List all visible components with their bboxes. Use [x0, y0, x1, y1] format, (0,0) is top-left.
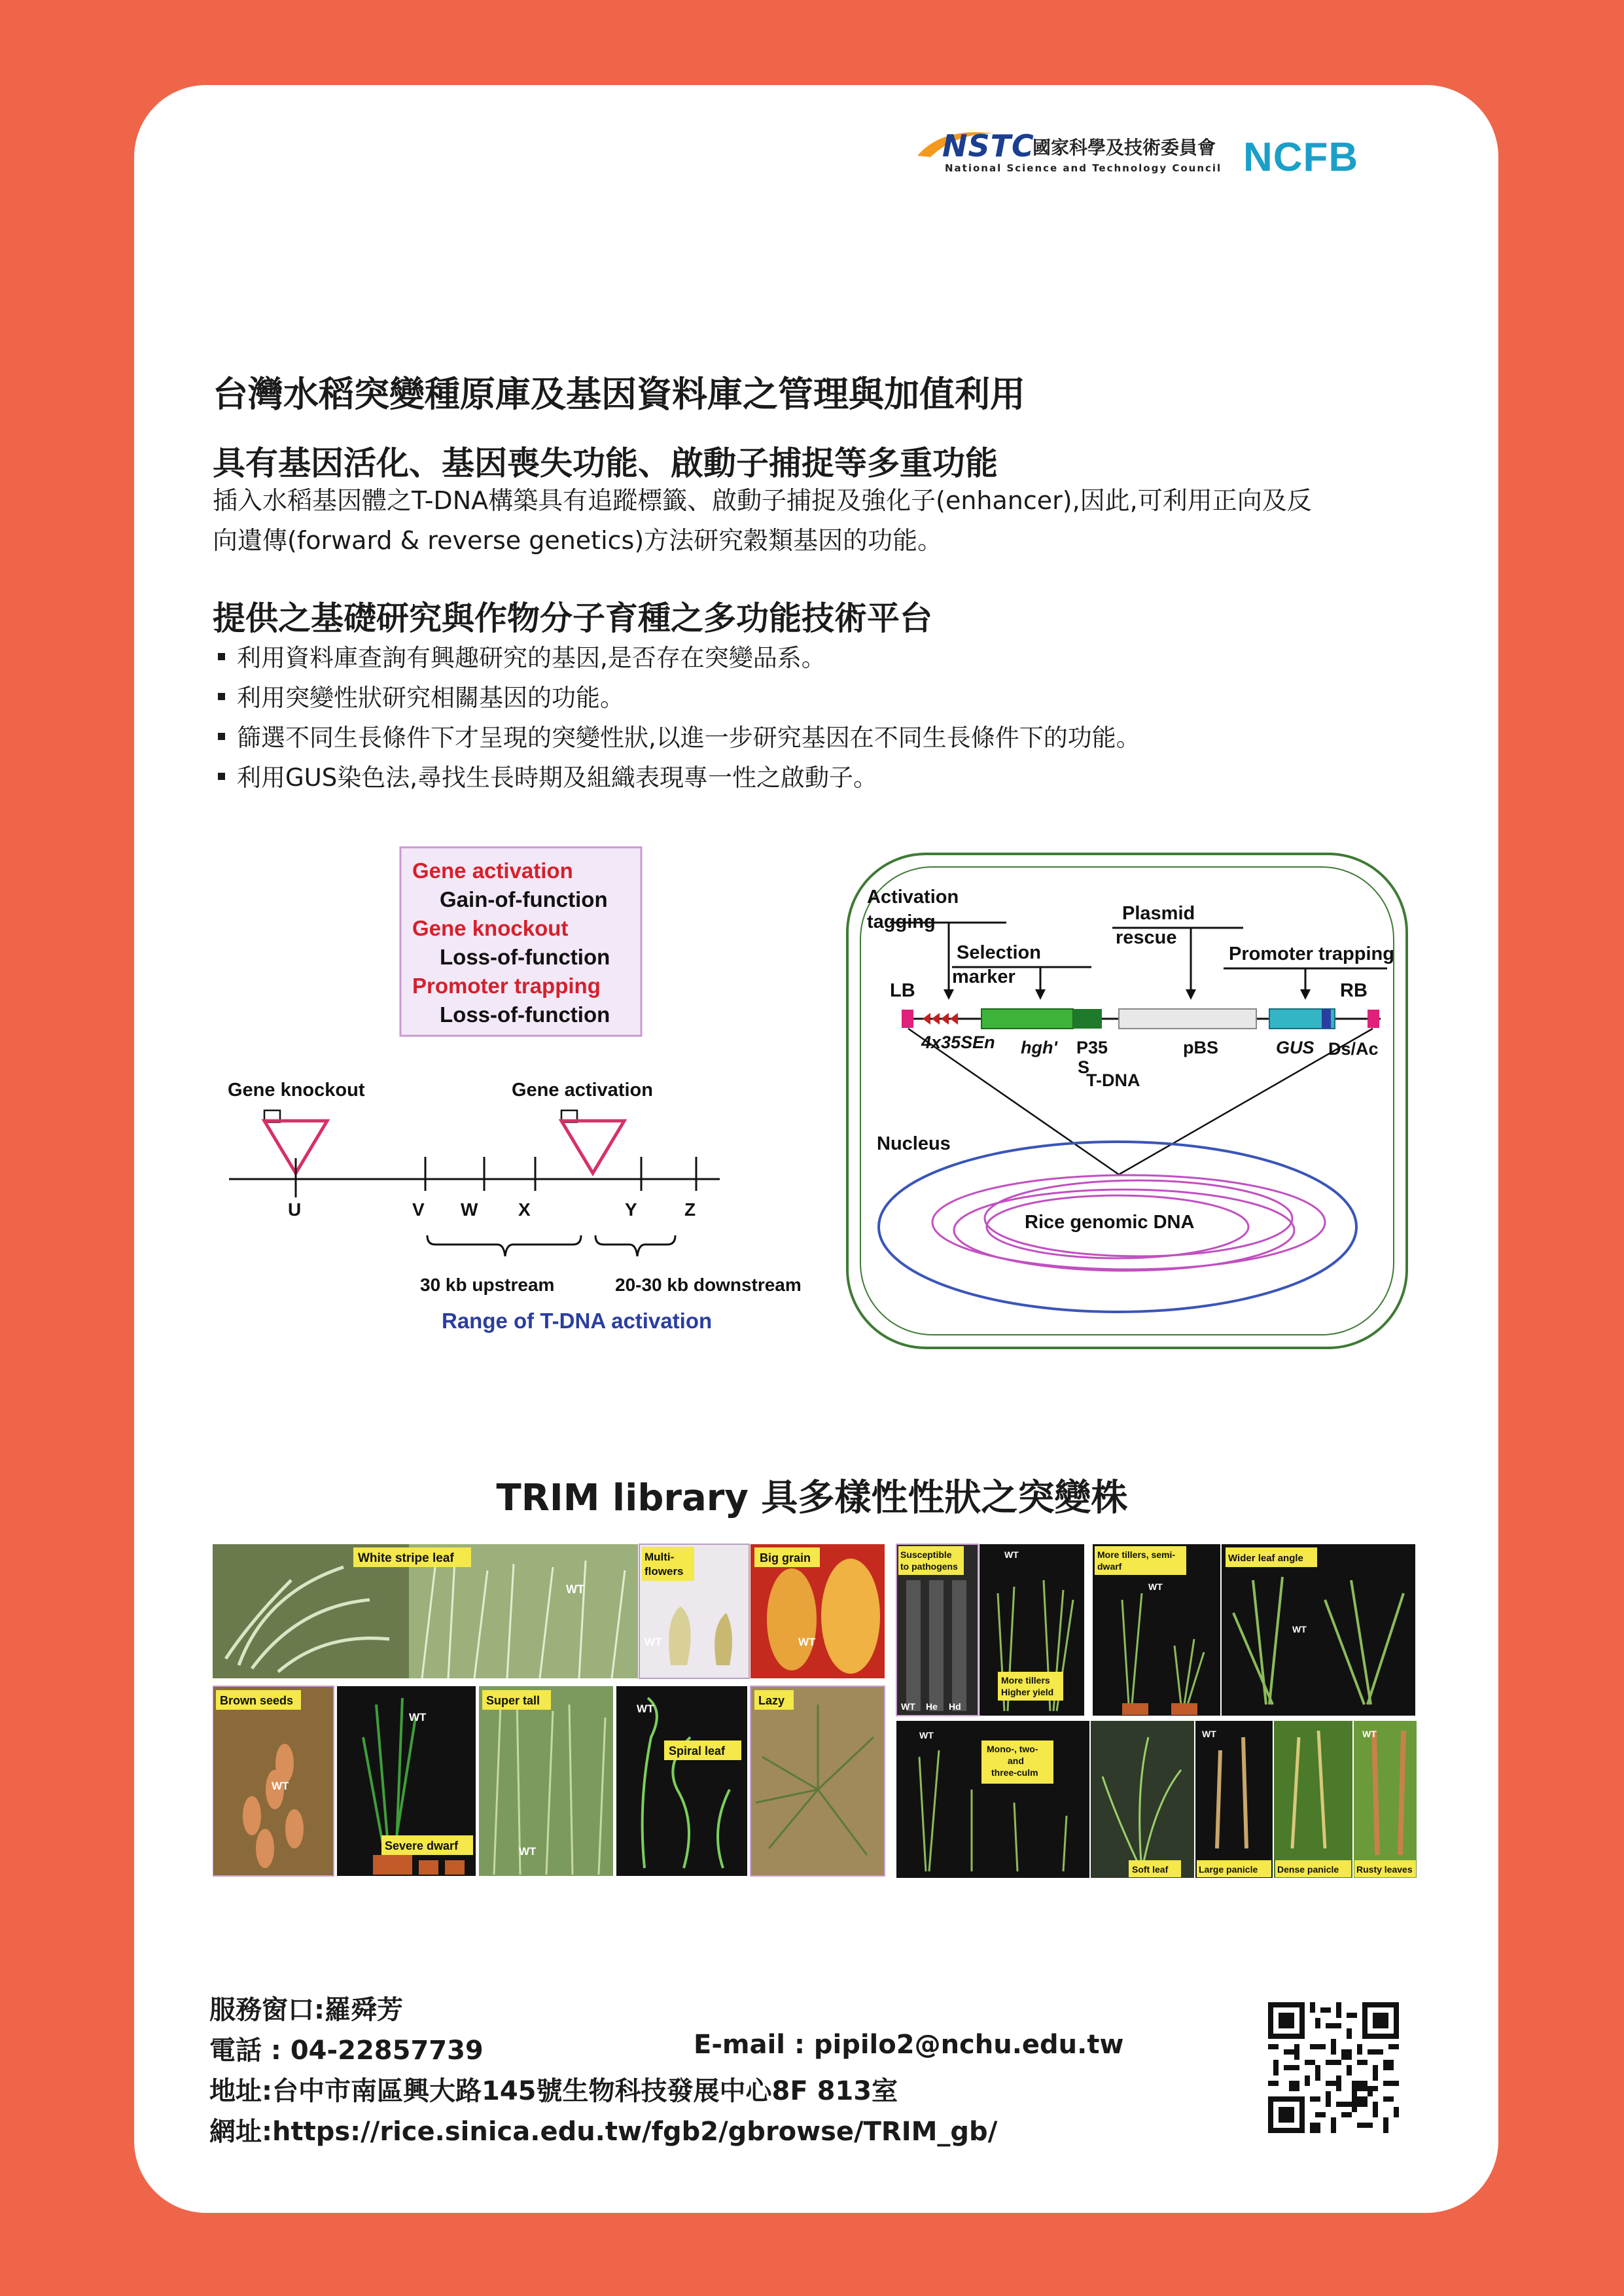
- caption-mono-two: Mono-, two-: [987, 1744, 1038, 1754]
- caption-wt: WT: [637, 1703, 654, 1715]
- contact-service: 服務窗口:羅舜芳: [209, 1995, 403, 2025]
- label-gene-activation: Gene activation: [512, 1080, 653, 1101]
- label-nucleus: Nucleus: [877, 1133, 951, 1154]
- caption-three-culm: three-culm: [991, 1767, 1038, 1778]
- photo-rusty-leaves: [1354, 1721, 1417, 1878]
- lb-border: [902, 1010, 913, 1028]
- legend-loss-of-function-1: Loss-of-function: [440, 945, 610, 969]
- bullet-square-icon: [218, 653, 225, 660]
- caption-super-tall: Super tall: [486, 1694, 540, 1707]
- hgh-gene-block: [981, 1009, 1073, 1029]
- marker-x: X: [518, 1199, 531, 1220]
- label-downstream: 20-30 kb downstream: [615, 1275, 802, 1295]
- caption-dense-panicle: Dense panicle: [1277, 1864, 1339, 1875]
- caption-lazy: Lazy: [758, 1694, 785, 1707]
- caption-big-grain: Big grain: [760, 1551, 811, 1564]
- ncfb-logo: NCFB: [1243, 135, 1359, 180]
- caption-wt: WT: [1362, 1729, 1377, 1739]
- label-tdna: T-DNA: [1086, 1070, 1140, 1090]
- upstream-brace: [427, 1235, 581, 1256]
- caption-wt: WT: [919, 1730, 934, 1740]
- label-pbs: pBS: [1183, 1038, 1218, 1057]
- section1-line2: 向遺傳(forward & reverse genetics)方法研究穀類基因的功能。: [213, 526, 943, 555]
- section2-heading: 提供之基礎研究與作物分子育種之多功能技術平台: [213, 599, 932, 637]
- caption-wt: WT: [798, 1636, 816, 1648]
- caption-dwarf: dwarf: [1097, 1561, 1122, 1572]
- activation-triangle-icon: [561, 1121, 624, 1173]
- marker-w: W: [461, 1199, 478, 1220]
- section2-bullet-list: [218, 638, 1140, 798]
- contact-website-link[interactable]: 網址:https://rice.sinica.edu.tw/fgb2/gbrowse/TRIM_gb/: [209, 2117, 998, 2147]
- list-item: 利用資料庫查詢有興趣研究的基因,是否存在突變品系。: [218, 638, 1140, 678]
- photo-spiral-leaf: [616, 1686, 747, 1876]
- label-lb: LB: [890, 980, 915, 1001]
- marker-ticks: [296, 1157, 696, 1197]
- arrow-plasmid-icon: [1186, 989, 1196, 1000]
- nstc-english-name: National Science and Technology Council: [945, 162, 1222, 174]
- caption-more-tillers-semi: More tillers, semi-: [1097, 1549, 1176, 1560]
- nstc-chinese-name: 國家科學及技術委員會: [1033, 137, 1216, 158]
- qr-code[interactable]: [1268, 2002, 1399, 2133]
- p35s-block: [1073, 1009, 1102, 1029]
- pbs-block: [1119, 1009, 1256, 1029]
- legend-loss-of-function-2: Loss-of-function: [440, 1002, 610, 1027]
- contact-phone: 電話 : 04-22857739: [209, 2036, 484, 2066]
- caption-wt: WT: [519, 1845, 537, 1858]
- caption-wt: WT: [1202, 1729, 1216, 1739]
- contact-address: 地址:台中市南區興大路145號生物科技發展中心8F 813室: [209, 2076, 898, 2106]
- label-promoter-trapping: Promoter trapping: [1229, 944, 1394, 964]
- legend-promoter-trapping: Promoter trapping: [412, 974, 601, 998]
- photo-dense-panicle: [1274, 1721, 1352, 1878]
- legend-gain-of-function: Gain-of-function: [440, 887, 608, 911]
- caption-brown-seeds: Brown seeds: [220, 1694, 294, 1707]
- label-rb: RB: [1340, 980, 1368, 1001]
- caption-to-pathogens: to pathogens: [900, 1561, 958, 1572]
- caption-large-panicle: Large panicle: [1199, 1864, 1258, 1875]
- legend-gene-activation: Gene activation: [412, 858, 573, 883]
- label-plasmid: Plasmid: [1122, 903, 1195, 924]
- photo-wider-leaf-angle: [1222, 1544, 1415, 1716]
- bullet-square-icon: [218, 733, 225, 740]
- nstc-abbr: NSTC: [942, 128, 1034, 164]
- caption-spiral-leaf: Spiral leaf: [669, 1744, 726, 1757]
- rb-border: [1368, 1010, 1379, 1028]
- label-tagging: tagging: [867, 911, 936, 932]
- caption-hd: Hd: [949, 1701, 961, 1712]
- caption-wider-leaf-angle: Wider leaf angle: [1228, 1553, 1303, 1564]
- caption-wt: WT: [1148, 1581, 1163, 1592]
- marker-u: U: [288, 1199, 302, 1220]
- bullet-square-icon: [218, 693, 225, 700]
- arrow-activation-icon: [944, 989, 954, 1000]
- label-rice-genomic-dna: Rice genomic DNA: [1025, 1212, 1195, 1233]
- list-item: 利用GUS染色法,尋找生長時期及組織表現專一性之啟動子。: [218, 758, 1140, 798]
- caption-flowers: flowers: [644, 1565, 684, 1578]
- caption-wt: WT: [566, 1583, 584, 1596]
- label-4x35sen: 4x35SEn: [921, 1033, 995, 1052]
- arrow-selection-icon: [1035, 989, 1046, 1000]
- caption-and: and: [1008, 1756, 1024, 1766]
- photo-super-tall: [479, 1686, 613, 1876]
- list-item: 利用突變性狀研究相關基因的功能。: [218, 678, 1140, 718]
- caption-rusty-leaves: Rusty leaves: [1356, 1864, 1413, 1875]
- nstc-logo: [916, 124, 1243, 183]
- gallery-title: TRIM library 具多樣性性狀之突變株: [496, 1477, 1128, 1519]
- downstream-brace: [595, 1235, 675, 1256]
- label-gus: GUS: [1276, 1038, 1315, 1057]
- legend-gene-knockout: Gene knockout: [412, 916, 569, 940]
- contact-email-link[interactable]: E-mail : pipilo2@nchu.edu.tw: [694, 2030, 1124, 2060]
- label-s: S: [1078, 1057, 1090, 1077]
- caption-higher-yield: Higher yield: [1001, 1687, 1054, 1697]
- page-title: 台灣水稻突變種原庫及基因資料庫之管理與加值利用: [213, 374, 1025, 415]
- label-upstream: 30 kb upstream: [420, 1275, 555, 1295]
- caption-he: He: [926, 1701, 938, 1712]
- dsac-block: [1322, 1009, 1331, 1029]
- mutant-photo-gallery: [213, 1541, 1423, 1881]
- section1-heading: 具有基因活化、基因喪失功能、啟動子捕捉等多重功能: [213, 444, 998, 482]
- section1-body: [213, 481, 1430, 561]
- caption-wt: WT: [1292, 1624, 1307, 1634]
- caption-wt: WT: [1004, 1549, 1019, 1560]
- label-selection: Selection: [957, 942, 1041, 963]
- photo-soft-leaf: [1091, 1721, 1194, 1878]
- caption-wt: WT: [409, 1711, 427, 1723]
- label-dsac: Ds/Ac: [1328, 1039, 1379, 1059]
- marker-y: Y: [625, 1199, 637, 1220]
- integration-line-right: [1119, 1029, 1373, 1174]
- marker-z: Z: [684, 1199, 696, 1220]
- label-activation: Activation: [867, 887, 959, 908]
- label-rescue: rescue: [1116, 927, 1177, 948]
- label-range-activation: Range of T-DNA activation: [442, 1309, 713, 1333]
- label-marker: marker: [952, 966, 1015, 987]
- caption-wt: WT: [901, 1701, 915, 1712]
- caption-soft-leaf: Soft leaf: [1132, 1864, 1169, 1875]
- caption-wt: WT: [272, 1780, 289, 1792]
- bullet-square-icon: [218, 773, 225, 780]
- label-hgh: hgh': [1021, 1038, 1057, 1057]
- caption-susceptible: Susceptible: [900, 1549, 952, 1560]
- marker-v: V: [412, 1199, 425, 1220]
- list-item: 篩選不同生長條件下才呈現的突變性狀,以進一步研究基因在不同生長條件下的功能。: [218, 718, 1140, 758]
- caption-wt: WT: [644, 1636, 662, 1648]
- caption-severe-dwarf: Severe dwarf: [385, 1839, 459, 1852]
- photo-large-panicle: [1195, 1721, 1273, 1878]
- caption-more-tillers: More tillers: [1001, 1675, 1050, 1686]
- tdna-diagram: [209, 844, 1426, 1368]
- label-p35: P35: [1076, 1038, 1108, 1057]
- label-gene-knockout: Gene knockout: [228, 1080, 365, 1101]
- caption-multi: Multi-: [644, 1551, 675, 1563]
- caption-white-stripe-leaf: White stripe leaf: [358, 1551, 454, 1565]
- arrow-promoter-icon: [1300, 989, 1311, 1000]
- section1-line1: 插入水稻基因體之T-DNA構築具有追蹤標籤、啟動子捕捉及強化子(enhancer),因此,可利用正向及反: [213, 486, 1312, 515]
